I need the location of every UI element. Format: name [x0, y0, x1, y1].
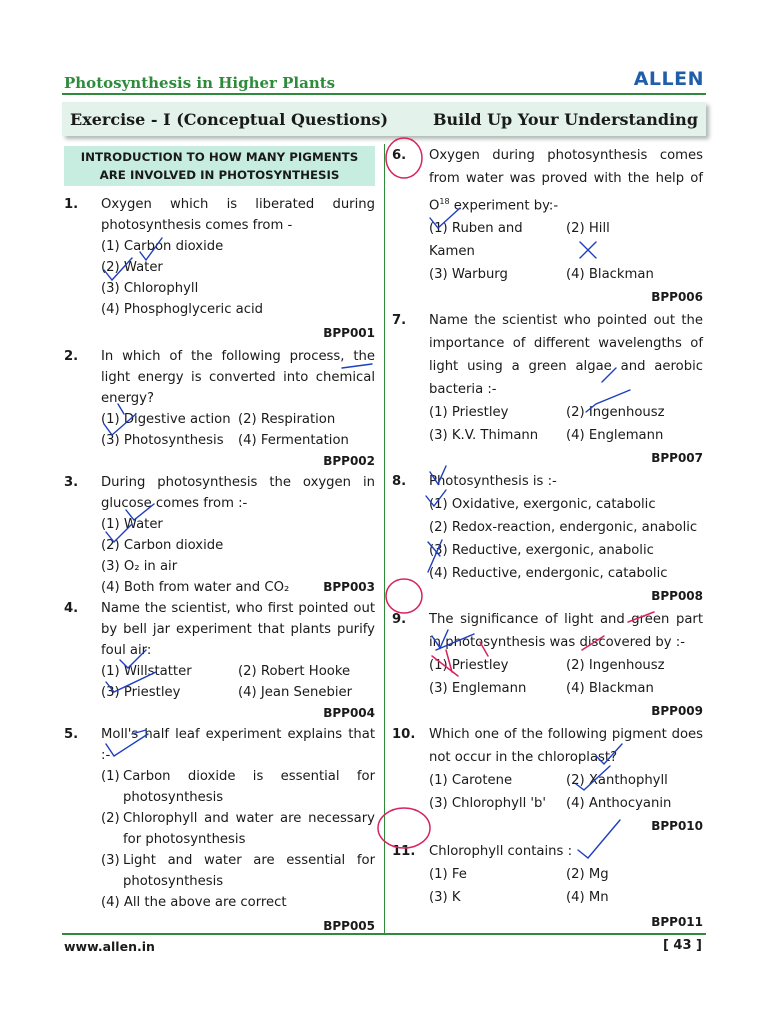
option: (4) Englemann: [566, 428, 664, 444]
option: Light and water are essential for photosynthesis: [123, 853, 375, 889]
left-column: [64, 146, 375, 937]
column-divider: [384, 144, 385, 934]
question-5: [64, 724, 375, 937]
question-text: Moll's half leaf experiment explains that :-: [101, 727, 375, 763]
option: (4) All the above are correct: [101, 895, 287, 910]
option: Carbon dioxide is essential for photosynthesis: [123, 769, 375, 805]
option: (1) Priestley: [429, 405, 509, 421]
question-9: [392, 608, 703, 723]
option: (2) Respiration: [238, 412, 336, 427]
question-7: [392, 309, 703, 470]
page-number: [ 43 ]: [662, 938, 702, 953]
option: (1) Carotene: [429, 773, 513, 789]
question-text: The significance of light and green part in photosynthesis was discovered by :-: [429, 612, 703, 651]
option: (1) Digestive action: [101, 412, 231, 427]
option: (4) Fermentation: [238, 433, 349, 448]
option: (3) K: [429, 890, 461, 906]
exercise-title: Exercise - I (Conceptual Questions): [70, 109, 389, 129]
question-text-end: experiment by:-: [453, 198, 559, 214]
section-heading: INTRODUCTION TO HOW MANY PIGMENTS ARE INVOLVED IN PHOTOSYNTHESIS: [64, 146, 375, 186]
question-number: 9.: [392, 612, 407, 628]
option: (3) Photosynthesis: [101, 433, 224, 448]
question-text: In which of the following process, the light energy is converted into chemical energy?: [101, 349, 375, 406]
option: (2) Carbon dioxide: [101, 538, 224, 553]
question-text: Oxygen during photosynthesis comes from water was proved with the help of O: [429, 148, 703, 214]
exercise-bar: [62, 102, 706, 136]
option: (1) Carbon dioxide: [101, 239, 224, 254]
question-text: Which one of the following pigment does not occur in the chloroplast?: [429, 727, 703, 766]
question-number: 1.: [64, 197, 79, 212]
option: (2) Ingenhousz: [566, 658, 665, 674]
option: (2) Redox-reaction, endergonic, anabolic: [429, 520, 698, 536]
option: (2) Mg: [566, 867, 609, 883]
option: (2) Ingenhousz: [566, 405, 665, 421]
allen-logo: ALLEN: [633, 68, 704, 90]
exercise-subtitle: Build Up Your Understanding: [433, 109, 698, 129]
question-code: BPP009: [651, 704, 703, 719]
option: (2) Water: [101, 260, 163, 275]
header-rule: [62, 93, 706, 95]
option: (4) Phosphoglyceric acid: [101, 302, 264, 317]
option: (1) Ruben and Kamen: [429, 221, 523, 260]
footer-url[interactable]: www.allen.in: [64, 939, 155, 954]
option: (1) Priestley: [429, 658, 509, 674]
option: (2) Xanthophyll: [566, 773, 668, 789]
question-6: [392, 144, 703, 309]
option: (3) Chlorophyll 'b': [429, 796, 547, 812]
option: (1) Oxidative, exergonic, catabolic: [429, 497, 656, 513]
question-text: Chlorophyll contains :: [429, 844, 573, 860]
option: (4) Blackman: [566, 267, 654, 283]
question-code: BPP004: [323, 706, 375, 720]
option: (4) Anthocyanin: [566, 796, 672, 812]
question-number: 8.: [392, 474, 407, 490]
question-number: 7.: [392, 313, 407, 329]
question-text: Name the scientist, who first pointed out by bell jar experiment that plants purify foul air:: [101, 601, 375, 658]
question-1: [64, 194, 375, 344]
option: (3) K.V. Thimann: [429, 428, 539, 444]
question-text: During photosynthesis the oxygen in glucose comes from :-: [101, 475, 375, 511]
option: (1) Water: [101, 517, 163, 532]
question-3: [64, 472, 375, 598]
option: (4) Reductive, endergonic, catabolic: [429, 566, 668, 582]
option: (4) Blackman: [566, 681, 654, 697]
option: (1) Fe: [429, 867, 467, 883]
question-text: Oxygen which is liberated during photosynthesis comes from -: [101, 197, 375, 233]
option: (3) Reductive, exergonic, anabolic: [429, 543, 654, 559]
question-code: BPP001: [323, 326, 375, 340]
question-number: 2.: [64, 349, 79, 364]
question-code: BPP007: [651, 451, 703, 466]
option: Chlorophyll and water are necessary for photosynthesis: [123, 811, 375, 847]
option: (3) Priestley: [101, 685, 181, 700]
option: (1) Willstatter: [101, 664, 192, 679]
option: (3) Warburg: [429, 267, 508, 283]
question-number: 10.: [392, 727, 416, 743]
option: (3) O₂ in air: [101, 559, 178, 574]
option: (2) Robert Hooke: [238, 664, 351, 679]
superscript: 18: [439, 197, 450, 206]
question-code: BPP005: [323, 919, 375, 933]
question-2: [64, 346, 375, 472]
question-code: BPP006: [651, 290, 703, 305]
question-code: BPP008: [651, 589, 703, 604]
question-text: Name the scientist who pointed out the importance of different wavelengths of light using a green algae and aerobic bacteria :-: [429, 313, 703, 398]
option-label: (2): [101, 811, 120, 826]
question-number: 6.: [392, 148, 407, 163]
option-label: (1): [101, 769, 120, 784]
question-10: [392, 723, 703, 838]
footer-rule: [62, 933, 706, 935]
question-number: 4.: [64, 601, 79, 616]
option-label: (3): [101, 853, 120, 868]
option: (3) Chlorophyll: [101, 281, 199, 296]
option: (4) Both from water and CO₂: [101, 580, 290, 595]
question-number: 3.: [64, 475, 79, 490]
question-text: Photosynthesis is :-: [429, 474, 557, 490]
question-number: 11.: [392, 844, 416, 860]
running-title: Photosynthesis in Higher Plants: [64, 74, 336, 92]
question-8: [392, 470, 703, 608]
question-code: BPP011: [651, 915, 703, 930]
question-code: BPP002: [323, 454, 375, 468]
question-code: BPP010: [651, 819, 703, 834]
option: (4) Mn: [566, 890, 609, 906]
question-code: BPP003: [323, 580, 375, 594]
question-11: [392, 840, 703, 934]
question-number: 5.: [64, 727, 79, 742]
option: (2) Hill: [566, 221, 610, 237]
question-4: [64, 598, 375, 724]
option: (3) Englemann: [429, 681, 527, 697]
right-column: [392, 144, 703, 934]
option: (4) Jean Senebier: [238, 685, 353, 700]
